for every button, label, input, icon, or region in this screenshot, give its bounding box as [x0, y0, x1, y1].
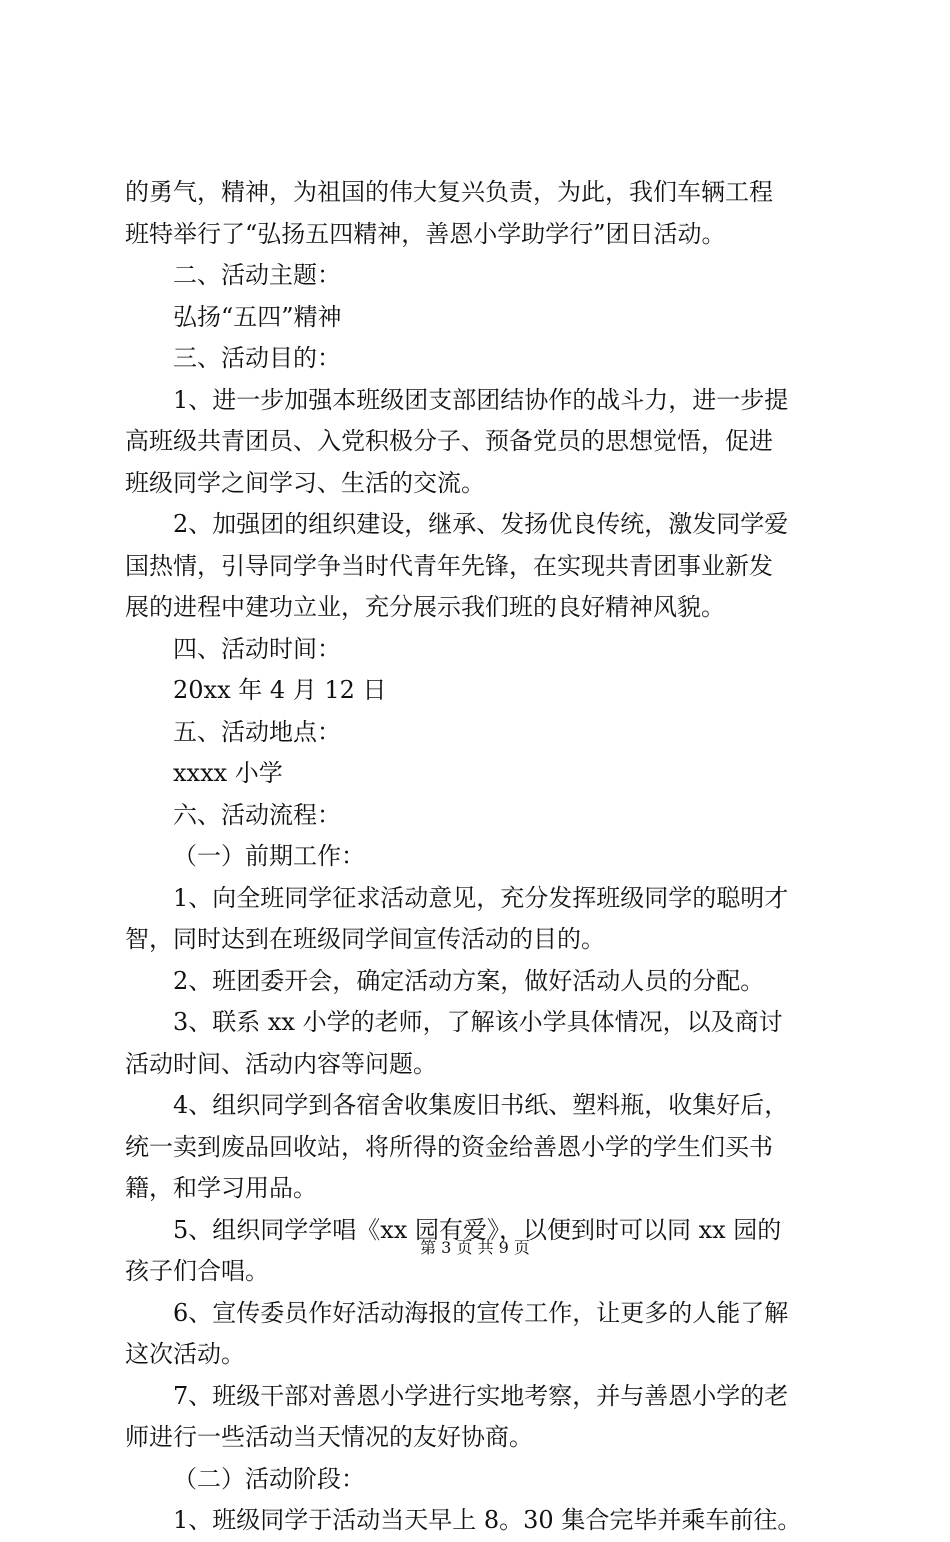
section-heading: 四、活动时间：: [173, 634, 341, 663]
section-heading: 六、活动流程：: [173, 800, 341, 829]
text-line: 师进行一些活动当天情况的友好协商。: [125, 1423, 533, 1451]
section-heading: 二、活动主题：: [173, 261, 341, 289]
text-line: xxxx 小学: [173, 759, 283, 787]
text-line: 6、宣传委员作好活动海报的宣传工作，让更多的人能了解: [173, 1298, 789, 1327]
text-line: 展的进程中建功立业，充分展示我们班的良好精神风貌。: [125, 593, 725, 621]
text-line: 2、加强团的组织建设，继承、发扬优良传统，激发同学爱: [173, 510, 789, 538]
text-line: 智，同时达到在班级同学间宣传活动的目的。: [125, 925, 605, 953]
section-heading: 五、活动地点：: [173, 717, 341, 746]
text-line: 弘扬“五四”精神: [173, 302, 342, 331]
text-line: 4、组织同学到各宿舍收集废旧书纸、塑料瓶，收集好后，: [173, 1091, 789, 1119]
text-line: 活动时间、活动内容等问题。: [125, 1049, 437, 1078]
text-line: 班特举行了“弘扬五四精神，善恩小学助学行”团日活动。: [125, 219, 726, 248]
text-line: 高班级共青团员、入党积极分子、预备党员的思想觉悟，促进: [125, 427, 773, 455]
text-line: 7、班级干部对善恩小学进行实地考察，并与善恩小学的老: [173, 1381, 789, 1410]
section-heading: 三、活动目的：: [173, 344, 341, 372]
text-line: 3、联系 xx 小学的老师，了解该小学具体情况，以及商讨: [173, 1008, 783, 1036]
text-line: 5、组织同学学唱《xx 园有爱》，以便到时可以同 xx 园的: [173, 1215, 782, 1244]
subsection-heading: （二）活动阶段：: [173, 1464, 365, 1493]
text-line: 2、班团委开会，确定活动方案，做好活动人员的分配。: [173, 966, 765, 995]
text-line: 班级同学之间学习、生活的交流。: [125, 468, 485, 497]
text-line: 20xx 年 4 月 12 日: [173, 676, 387, 704]
text-line: 籍，和学习用品。: [125, 1174, 317, 1202]
text-line: 1、班级同学于活动当天早上 8。30 集合完毕并乘车前往。: [173, 1506, 802, 1534]
text-line: 1、向全班同学征求活动意见，充分发挥班级同学的聪明才: [173, 883, 789, 912]
text-line: 1、进一步加强本班级团支部团结协作的战斗力，进一步提: [173, 385, 789, 414]
text-line: 这次活动。: [125, 1340, 245, 1368]
text-line: 孩子们合唱。: [125, 1257, 269, 1285]
subsection-heading: （一）前期工作：: [173, 842, 365, 870]
page-number-footer: 第 3 页 共 9 页: [420, 1238, 530, 1257]
document-body: [125, 172, 830, 1542]
text-line: 统一卖到废品回收站，将所得的资金给善恩小学的学生们买书: [125, 1132, 773, 1161]
text-line: 国热情，引导同学争当时代青年先锋，在实现共青团事业新发: [125, 551, 773, 580]
text-line: 的勇气，精神，为祖国的伟大复兴负责，为此，我们车辆工程: [125, 178, 773, 206]
